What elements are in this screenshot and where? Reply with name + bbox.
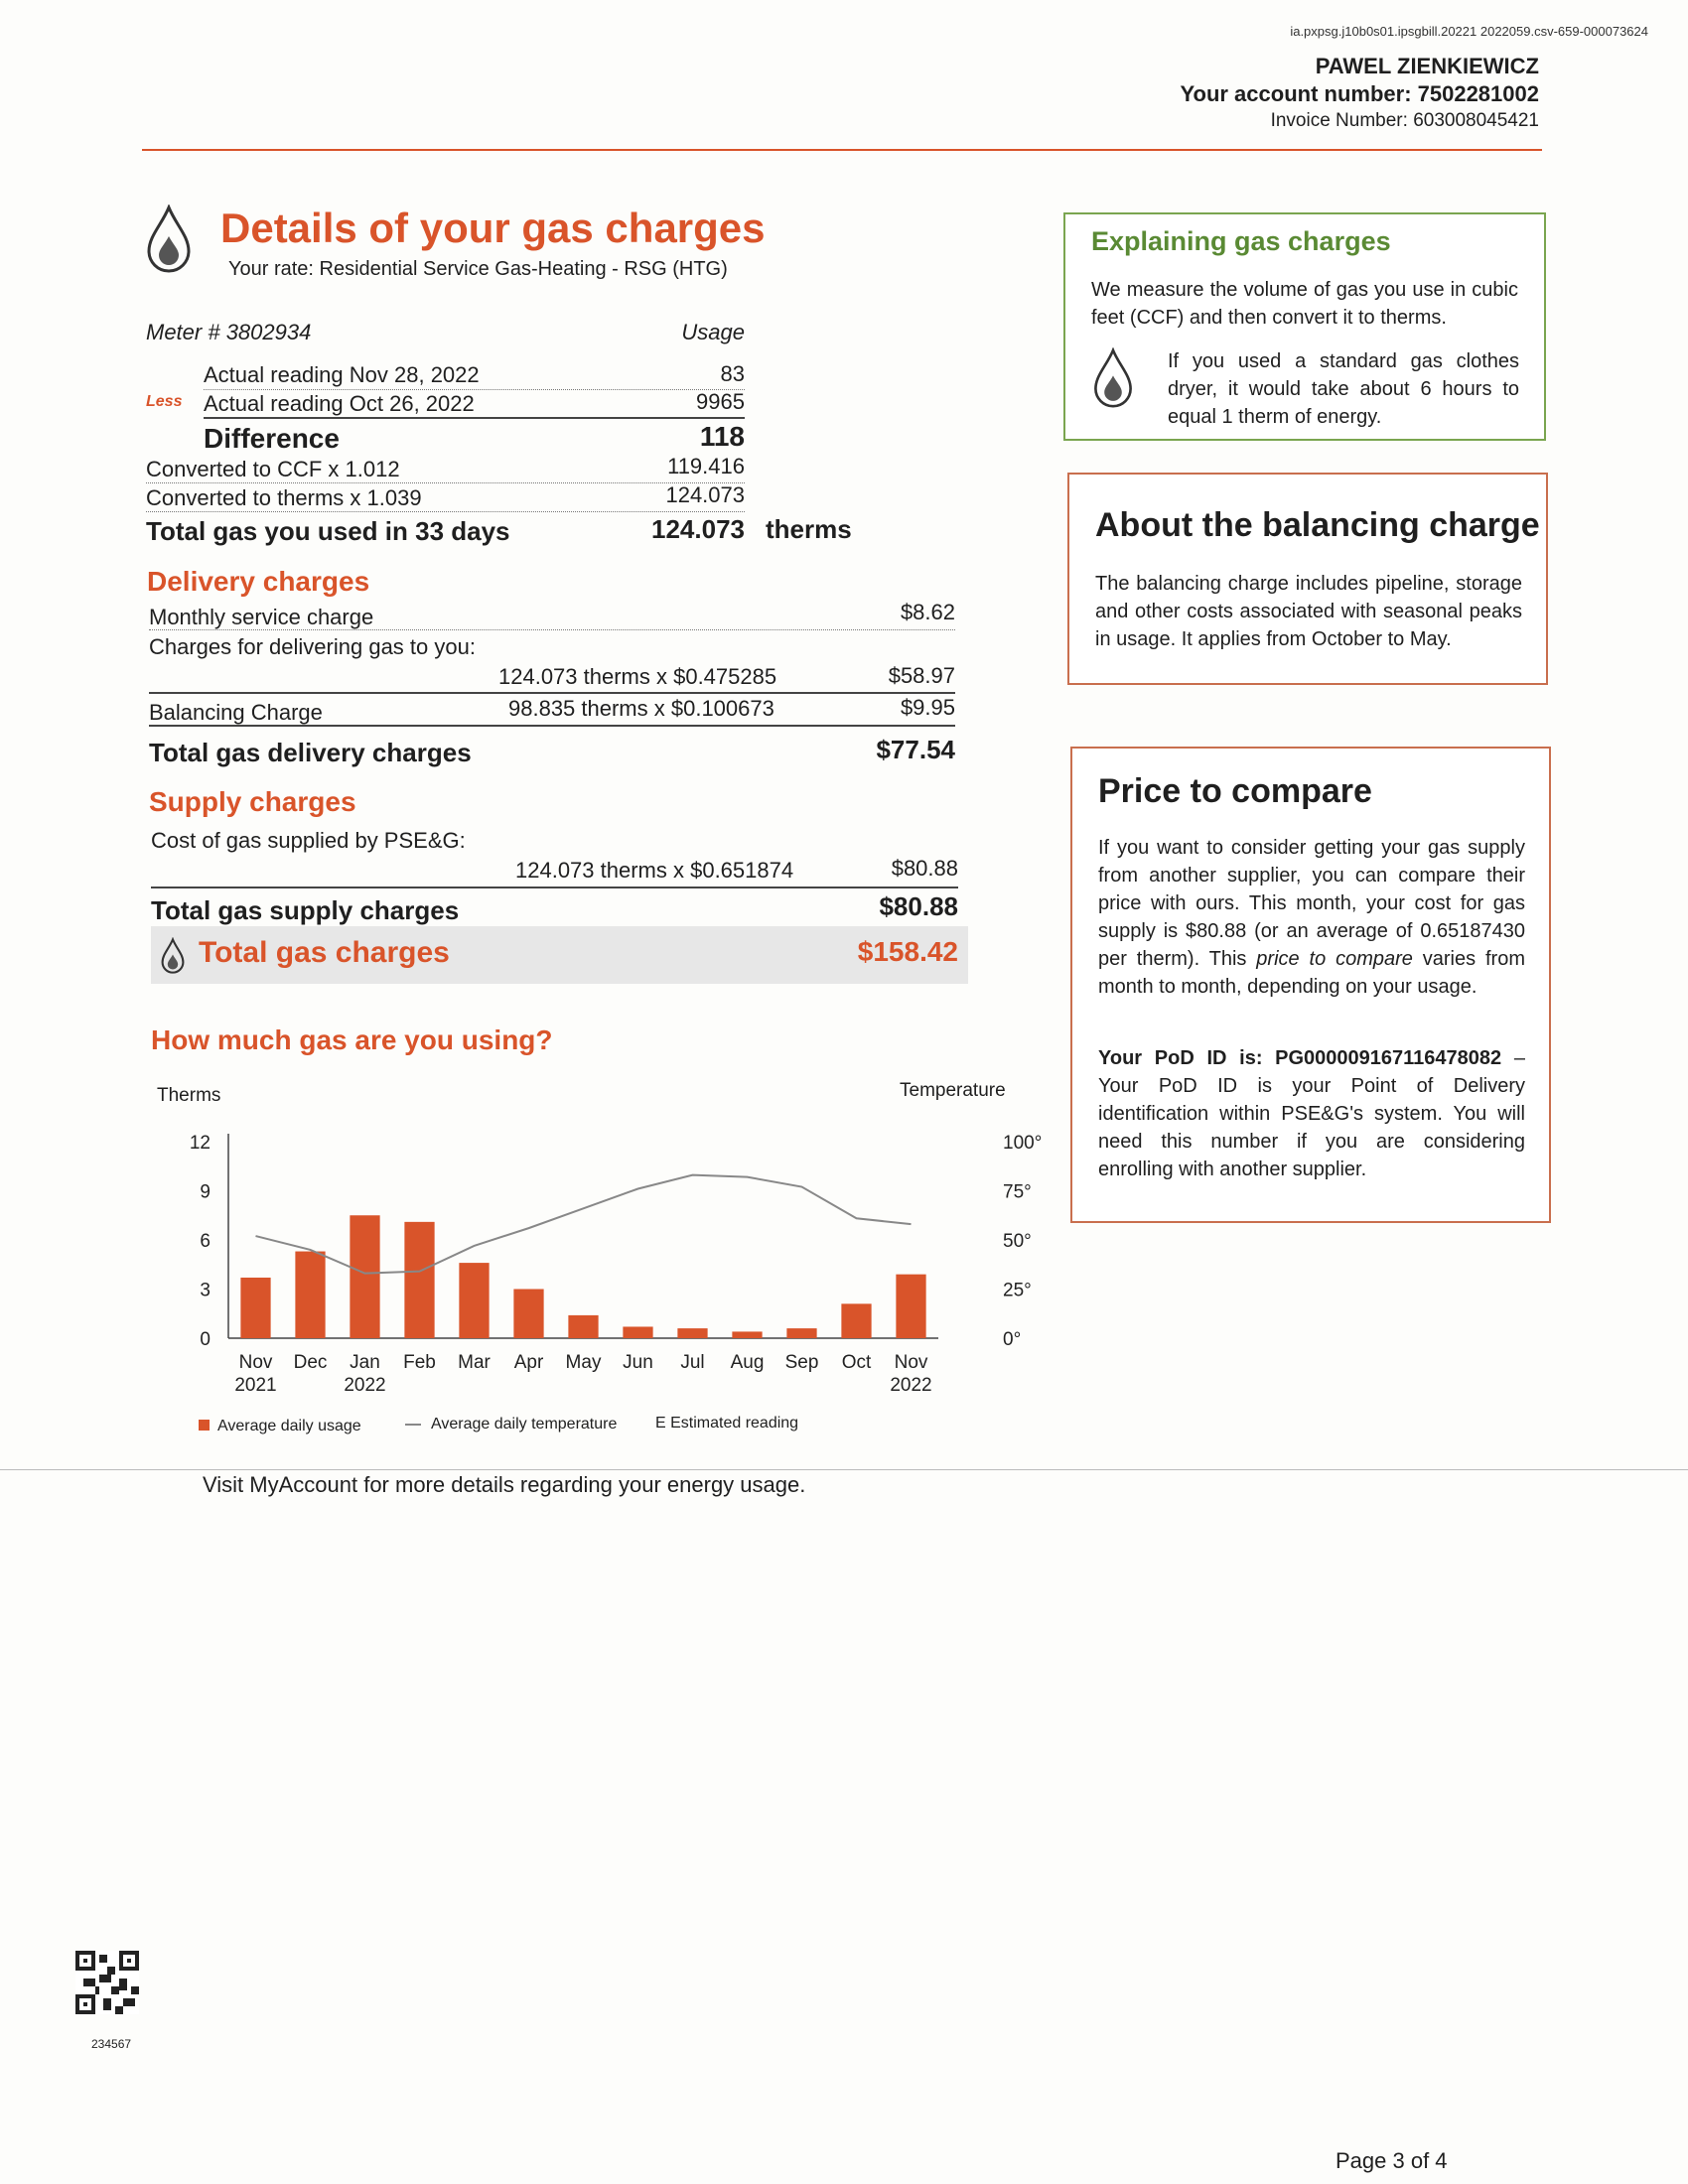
y-tick-label: 3 <box>200 1280 211 1301</box>
balancing-box-title: About the balancing charge <box>1095 506 1540 544</box>
usage-bar <box>896 1275 925 1338</box>
y2-tick-label: 75° <box>1003 1181 1032 1203</box>
explain-box-text: We measure the volume of gas you use in cubic feet (CCF) and then convert it to therms. <box>1091 279 1518 329</box>
delivery-total-label: Total gas delivery charges <box>149 738 472 767</box>
chart-title: How much gas are you using? <box>151 1024 553 1055</box>
y2-tick-label: 25° <box>1003 1280 1032 1301</box>
header-divider <box>142 149 1542 151</box>
actual-reading-value: 83 <box>720 361 745 386</box>
price-to-compare-box <box>1070 747 1551 1223</box>
y-tick-label: 6 <box>200 1231 211 1252</box>
supply-total-value: $80.88 <box>879 891 958 921</box>
legend-estimated: E Estimated reading <box>655 1415 799 1432</box>
delivering-value: $58.97 <box>888 663 955 688</box>
delivering-label: Charges for delivering gas to you: <box>149 634 476 659</box>
page-number: Page 3 of 4 <box>1336 2148 1448 2173</box>
balancing-calc: 98.835 therms x $0.100673 <box>508 696 774 721</box>
legend-usage-label: Average daily usage <box>217 1418 361 1434</box>
therms-label: Converted to therms x 1.039 <box>146 485 422 510</box>
actual-reading-label: Actual reading Nov 28, 2022 <box>204 362 480 387</box>
gas-drop-icon <box>144 205 194 274</box>
monthly-service-value: $8.62 <box>900 600 955 624</box>
qr-code <box>75 1951 139 2014</box>
ccf-label: Converted to CCF x 1.012 <box>146 457 400 481</box>
delivering-calc: 124.073 therms x $0.475285 <box>498 664 777 689</box>
total-used-value: 124.073 <box>651 514 745 544</box>
usage-bar <box>623 1326 652 1338</box>
usage-bar <box>513 1290 543 1339</box>
delivery-total-value: $77.54 <box>876 735 955 764</box>
x-year-label: 2022 <box>890 1375 932 1396</box>
balancing-value: $9.95 <box>900 695 955 720</box>
legend-usage-swatch <box>199 1420 210 1431</box>
file-reference: ia.pxpsg.j10b0s01.ipsgbill.20221 2022059.csv-659-000073624 <box>1290 24 1648 39</box>
pod-id-desc: – Your PoD ID is your Point of Delivery identification within PSE&G's system. You will need this number if you are considering enrolling with another supplier. <box>1098 1047 1525 1180</box>
x-tick-label: Nov <box>238 1352 273 1373</box>
x-year-label: 2021 <box>234 1375 277 1396</box>
difference-value: 118 <box>699 421 745 452</box>
compare-text-em: price to compare <box>1256 948 1413 970</box>
customer-name: PAWEL ZIENKIEWICZ <box>1315 54 1539 78</box>
document-code: 234567 <box>91 2037 132 2051</box>
y-axis-label: Therms <box>157 1085 221 1106</box>
usage-bar <box>295 1252 325 1338</box>
rate-description: Your rate: Residential Service Gas-Heating - RSG (HTG) <box>228 258 728 280</box>
x-tick-label: Jun <box>623 1352 653 1373</box>
usage-bar <box>677 1328 707 1338</box>
balancing-charge-box <box>1067 473 1548 685</box>
fold-line <box>0 1469 1688 1470</box>
usage-bar <box>841 1303 871 1338</box>
total-used-unit: therms <box>766 514 852 544</box>
dryer-fact-text: If you used a standard gas clothes dryer, it would take about 6 hours to equal 1 therm of energy. <box>1168 350 1519 428</box>
x-tick-label: Aug <box>730 1352 765 1373</box>
usage-bar <box>786 1328 816 1338</box>
pod-id-text <box>1098 1044 1525 1183</box>
y2-tick-label: 100° <box>1003 1133 1043 1154</box>
legend-usage <box>199 1418 361 1435</box>
compare-text-a: If you want to consider getting your gas supply from another supplier, you can compare their price with ours. This month, your cost for gas supply is $80.88 (or an average of 0.65187430 per therm). This <box>1098 837 1525 970</box>
previous-reading-value: 9965 <box>696 389 745 414</box>
therms-value: 124.073 <box>665 482 745 507</box>
y-tick-label: 0 <box>200 1329 211 1350</box>
usage-header: Usage <box>681 320 745 344</box>
x-tick-label: Mar <box>458 1352 491 1373</box>
legend-temperature <box>405 1416 617 1433</box>
divider <box>149 629 955 630</box>
explaining-gas-charges-box <box>1063 212 1546 441</box>
legend-temperature-label: Average daily temperature <box>431 1416 618 1433</box>
y2-axis-label: Temperature <box>900 1080 1006 1101</box>
pod-id-bold: Your PoD ID is: PG000009167116478082 <box>1098 1047 1502 1069</box>
x-tick-label: Sep <box>784 1352 819 1373</box>
account-number: Your account number: 7502281002 <box>1180 81 1539 106</box>
delivery-heading: Delivery charges <box>147 566 370 597</box>
total-charges-label: Total gas charges <box>199 936 450 969</box>
x-tick-label: Apr <box>513 1352 544 1373</box>
supply-cost-calc: 124.073 therms x $0.651874 <box>515 858 794 883</box>
invoice-number: Invoice Number: 603008045421 <box>1270 110 1539 131</box>
myaccount-note: Visit MyAccount for more details regarding your energy usage. <box>203 1472 806 1497</box>
y-tick-label: 9 <box>200 1181 211 1203</box>
x-year-label: 2022 <box>344 1375 386 1396</box>
usage-chart <box>149 1112 1062 1410</box>
usage-bar <box>404 1222 434 1338</box>
meter-number: Meter # 3802934 <box>146 320 312 344</box>
difference-label: Difference <box>204 423 340 454</box>
divider <box>149 725 955 727</box>
monthly-service-label: Monthly service charge <box>149 605 374 629</box>
less-label: Less <box>146 393 183 410</box>
usage-bar <box>240 1278 270 1338</box>
compare-box-title: Price to compare <box>1098 772 1372 810</box>
y2-tick-label: 0° <box>1003 1329 1022 1350</box>
explain-box-title: Explaining gas charges <box>1091 226 1391 256</box>
page-title: Details of your gas charges <box>220 205 766 251</box>
x-tick-label: May <box>565 1352 602 1373</box>
usage-bar <box>350 1215 379 1338</box>
x-tick-label: Jul <box>680 1352 705 1373</box>
legend-temperature-swatch <box>405 1424 421 1426</box>
x-tick-label: Nov <box>894 1352 928 1373</box>
divider <box>146 511 745 512</box>
compare-text-b: varies from month to month, depending on your usage. <box>1098 948 1525 998</box>
x-tick-label: Jan <box>350 1352 380 1373</box>
divider <box>204 417 745 419</box>
usage-bar <box>732 1331 762 1338</box>
supply-cost-label: Cost of gas supplied by PSE&G: <box>151 828 466 853</box>
total-charges-value: $158.42 <box>857 936 958 967</box>
balancing-box-text: The balancing charge includes pipeline, storage and other costs associated with seasonal peaks in usage. It applies from October to May. <box>1095 573 1522 650</box>
ccf-value: 119.416 <box>667 454 745 478</box>
supply-total-label: Total gas supply charges <box>151 895 460 925</box>
x-tick-label: Feb <box>403 1352 436 1373</box>
gas-drop-icon <box>1091 347 1135 409</box>
x-tick-label: Dec <box>293 1352 328 1373</box>
supply-heading: Supply charges <box>149 786 356 817</box>
usage-bar <box>568 1315 598 1338</box>
divider <box>149 692 955 694</box>
previous-reading-label: Actual reading Oct 26, 2022 <box>204 391 475 416</box>
total-used-label: Total gas you used in 33 days <box>146 516 510 546</box>
y-tick-label: 12 <box>189 1133 211 1154</box>
x-tick-label: Oct <box>841 1352 872 1373</box>
supply-cost-value: $80.88 <box>891 856 958 881</box>
y2-tick-label: 50° <box>1003 1231 1032 1252</box>
usage-bar <box>459 1263 489 1338</box>
balancing-label: Balancing Charge <box>149 700 323 725</box>
divider <box>151 887 958 888</box>
gas-drop-icon <box>160 937 186 975</box>
compare-box-text <box>1098 834 1525 1001</box>
